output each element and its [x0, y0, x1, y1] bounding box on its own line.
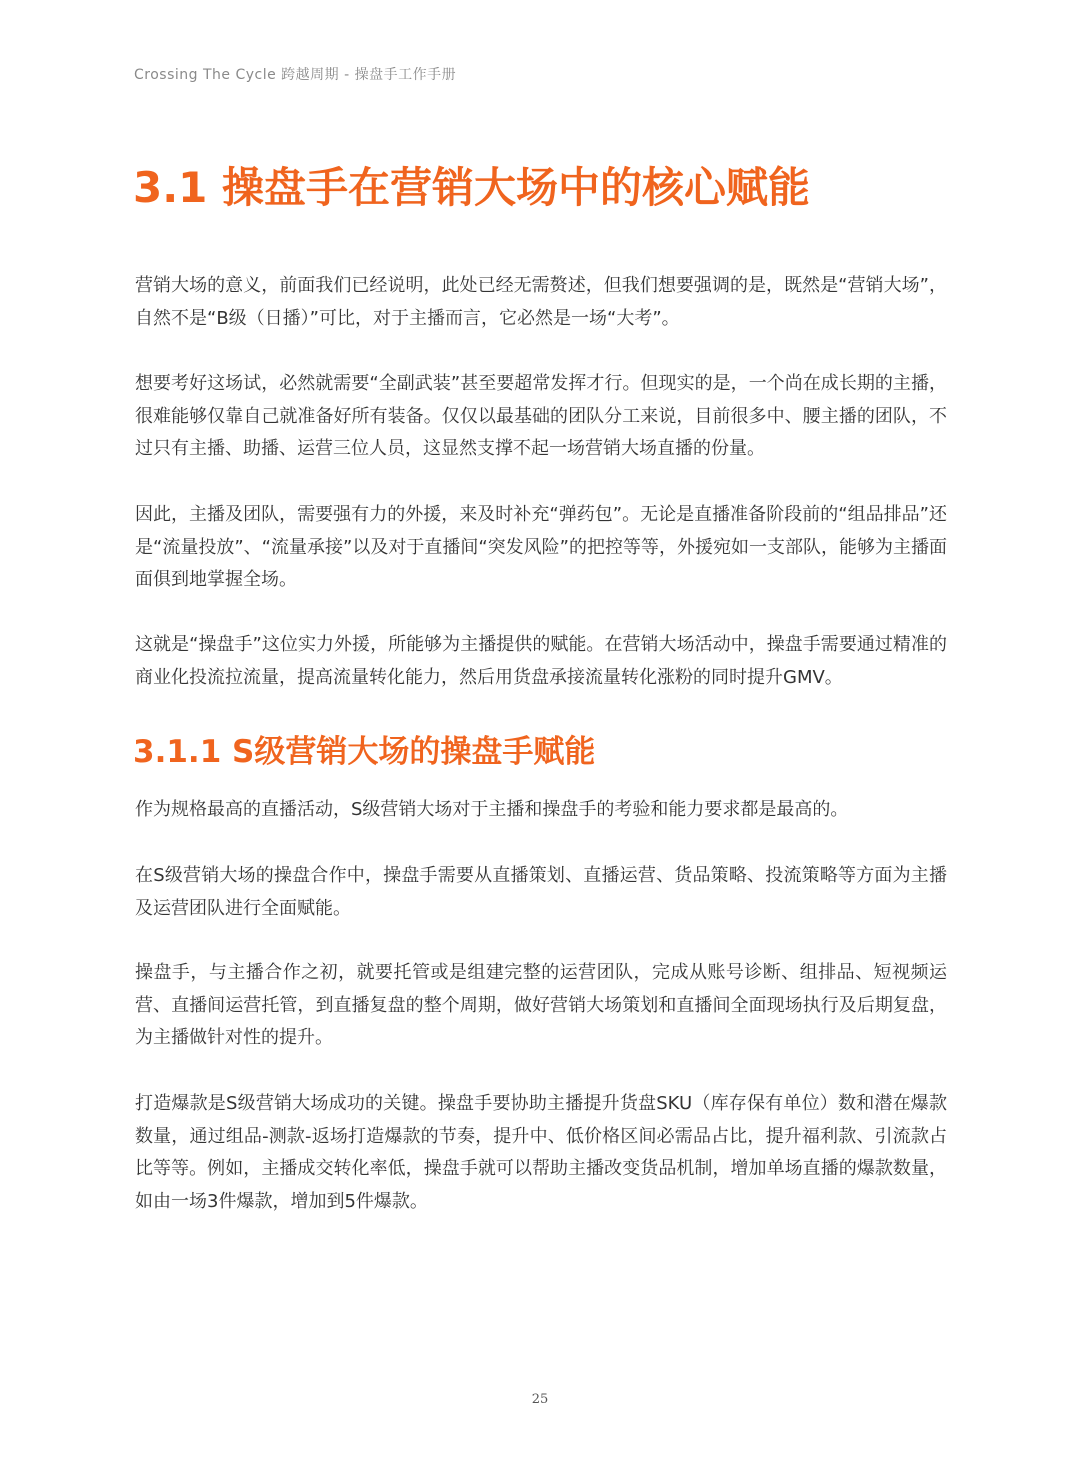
- running-header: Crossing The Cycle 跨越周期 - 操盘手工作手册: [134, 67, 457, 83]
- page-number: 25: [531, 1392, 549, 1407]
- section-paragraph-2: 想要考好这场试，必然就需要“全副武装”甚至要超常发挥才行。但现实的是，一个尚在成长期的主播，很难能够仅靠自己就准备好所有装备。仅仅以最基础的团队分工来说，目前很多中、腰主播的团队，不过只有主播、助播、运营三位人员，这显然支撑不起一场营销大场直播的份量。: [135, 373, 947, 459]
- section-title: 3.1 操盘手在营销大场中的核心赋能: [133, 163, 811, 212]
- subsection-paragraph-3: 操盘手，与主播合作之初，就要托管或是组建完整的运营团队，完成从账号诊断、组排品、短视频运营、直播间运营托管，到直播复盘的整个周期，做好营销大场策划和直播间全面现场执行及后期复盘，为主播做针对性的提升。: [135, 962, 947, 1048]
- subsection-paragraph-2: 在S级营销大场的操盘合作中，操盘手需要从直播策划、直播运营、货品策略、投流策略等方面为主播及运营团队进行全面赋能。: [135, 865, 947, 919]
- subsection-paragraph-1: 作为规格最高的直播活动，S级营销大场对于主播和操盘手的考验和能力要求都是最高的。: [135, 799, 849, 820]
- subsection-title: 3.1.1 S级营销大场的操盘手赋能: [133, 734, 596, 770]
- section-paragraph-1: 营销大场的意义，前面我们已经说明，此处已经无需赘述，但我们想要强调的是，既然是“营销大场”，自然不是“B级（日播）”可比，对于主播而言，它必然是一场“大考”。: [135, 275, 947, 329]
- section-paragraph-3: 因此，主播及团队，需要强有力的外援，来及时补充“弹药包”。无论是直播准备阶段前的“组品排品”还是“流量投放”、“流量承接”以及对于直播间“突发风险”的把控等等，外援宛如一支部队，能够为主播面面俱到地掌握全场。: [135, 504, 947, 590]
- section-paragraph-4: 这就是“操盘手”这位实力外援，所能够为主播提供的赋能。在营销大场活动中，操盘手需要通过精准的商业化投流拉流量，提高流量转化能力，然后用货盘承接流量转化涨粉的同时提升GMV。: [135, 634, 947, 688]
- subsection-paragraph-4: 打造爆款是S级营销大场成功的关键。操盘手要协助主播提升货盘SKU（库存保有单位）数和潜在爆款数量，通过组品-测款-返场打造爆款的节奏，提升中、低价格区间必需品占比，提升福利款、引流款占比等等。例如，主播成交转化率低，操盘手就可以帮助主播改变货品机制，增加单场直播的爆款数量，如由一场3件爆款，增加到5件爆款。: [135, 1093, 947, 1212]
